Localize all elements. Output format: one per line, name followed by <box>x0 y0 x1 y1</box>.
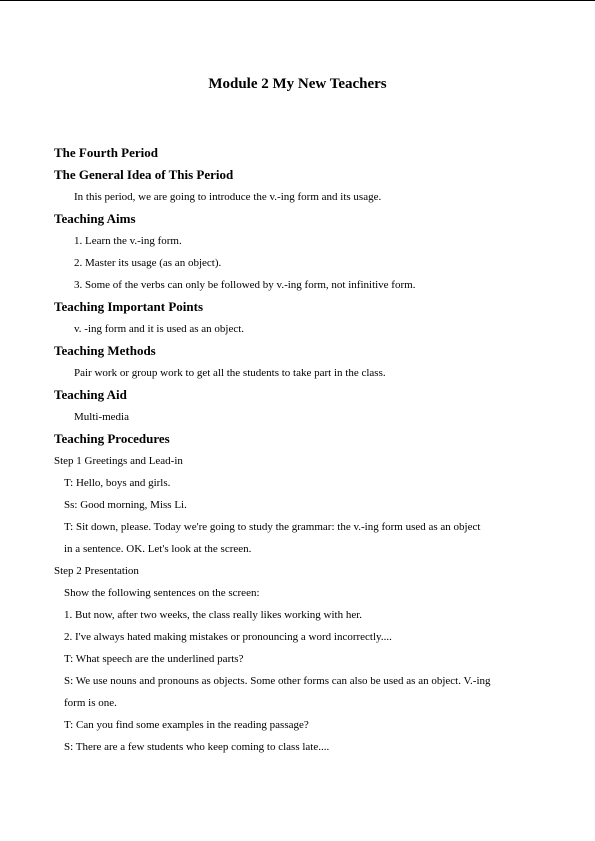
aid-heading: Teaching Aid <box>54 387 127 402</box>
document-title: Module 2 My New Teachers <box>208 76 387 92</box>
aims-item: 1. Learn the v.-ing form. <box>74 235 182 247</box>
methods-text: Pair work or group work to get all the students to take part in the class. <box>74 367 386 379</box>
step2-line: T: What speech are the underlined parts? <box>64 653 244 665</box>
step1-label: Step 1 Greetings and Lead-in <box>54 455 183 467</box>
step1-line: T: Sit down, please. Today we're going to study the grammar: the v.-ing form used as an object <box>64 521 481 533</box>
aid-text: Multi-media <box>74 411 129 423</box>
methods-heading: Teaching Methods <box>54 343 156 358</box>
period-heading: The Fourth Period <box>54 145 158 160</box>
step2-line: S: There are a few students who keep coming to class late.... <box>64 741 330 753</box>
step2-label: Step 2 Presentation <box>54 565 139 577</box>
general-idea-heading: The General Idea of This Period <box>54 167 234 182</box>
aims-item: 3. Some of the verbs can only be followed by v.-ing form, not infinitive form. <box>74 279 416 291</box>
step2-line: S: We use nouns and pronouns as objects. Some other forms can also be used as an object. V.-ing <box>64 675 491 687</box>
important-points-heading: Teaching Important Points <box>54 299 204 314</box>
step2-line: 2. I've always hated making mistakes or pronouncing a word incorrectly.... <box>64 631 392 643</box>
step2-line: 1. But now, after two weeks, the class really likes working with her. <box>64 609 363 621</box>
step2-line: form is one. <box>64 697 117 709</box>
general-idea-text: In this period, we are going to introduce the v.-ing form and its usage. <box>74 191 382 203</box>
step2-line: Show the following sentences on the screen: <box>64 587 260 599</box>
top-rule <box>0 0 595 1</box>
procedures-heading: Teaching Procedures <box>54 431 170 446</box>
important-points-text: v. -ing form and it is used as an object. <box>74 323 245 335</box>
document-body <box>54 142 554 758</box>
step2-line: T: Can you find some examples in the reading passage? <box>64 719 309 731</box>
step1-line: in a sentence. OK. Let's look at the screen. <box>64 543 252 555</box>
step1-line: T: Hello, boys and girls. <box>64 477 171 489</box>
aims-heading: Teaching Aims <box>54 211 136 226</box>
step1-line: Ss: Good morning, Miss Li. <box>64 499 187 511</box>
aims-item: 2. Master its usage (as an object). <box>74 257 222 269</box>
